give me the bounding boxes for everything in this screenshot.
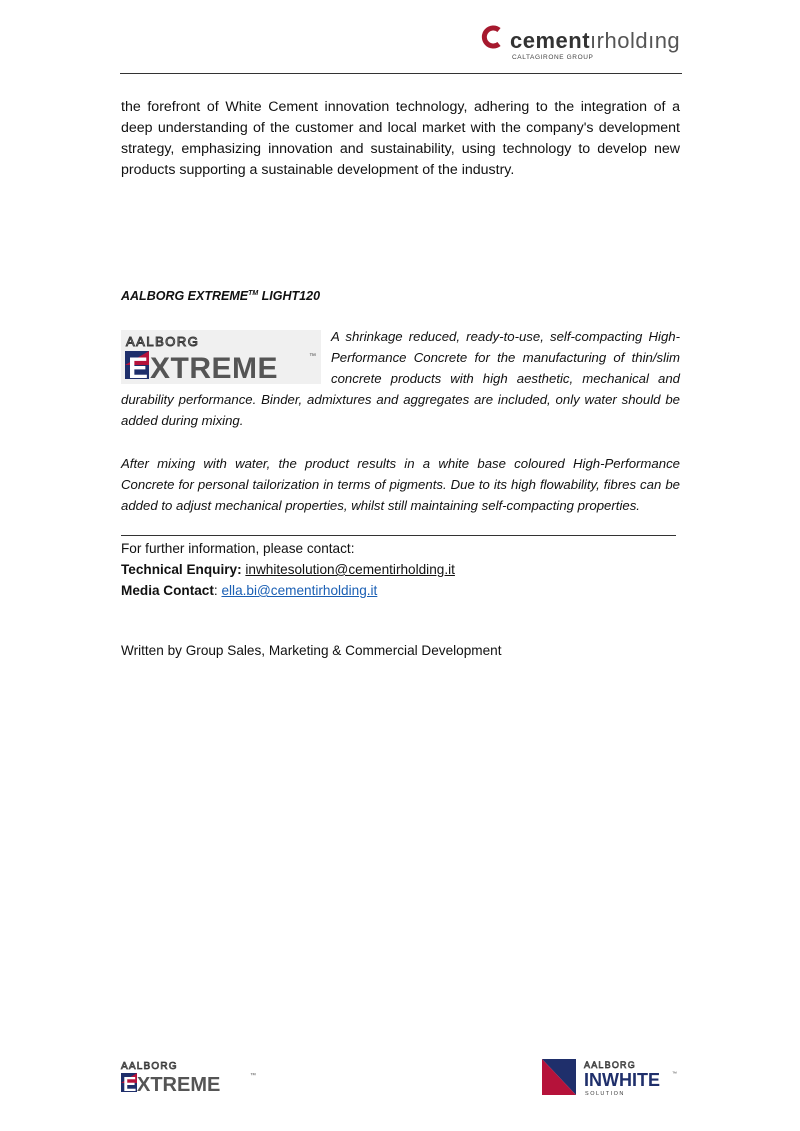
svg-text:™: ™ — [672, 1071, 677, 1077]
cementir-c-mark-icon — [480, 24, 506, 50]
svg-text:INWHITE: INWHITE — [584, 1070, 660, 1090]
svg-text:AALBORG: AALBORG — [121, 1061, 178, 1072]
svg-text:S O L U T I O N: S O L U T I O N — [585, 1091, 624, 1097]
technical-enquiry-label: Technical Enquiry: — [121, 562, 242, 577]
intro-paragraph: the forefront of White Cement innovation technology, adhering to the integration of a deep understanding of the customer and local market with the company's development strategy, emphasizing innovation and sustainability, using technology to develop new products supporting a sustainable development of the industry. — [121, 99, 680, 178]
product-description-1: A shrinkage reduced, ready-to-use, self-compacting High-Performance Concrete for the manufacturing of thin/slim concrete products with high aesthetic, mechanical and durability performance. Binder, admixtures and aggregates are included, only water should be added during mixing. — [121, 329, 680, 428]
cementir-subtitle: CALTAGIRONE GROUP — [512, 54, 594, 61]
written-by: Written by Group Sales, Marketing & Commercial Development — [121, 643, 502, 658]
svg-text:XTREME: XTREME — [150, 352, 279, 384]
technical-email-link[interactable]: inwhitesolution@cementirholding.it — [245, 562, 455, 577]
cementir-wordmark: cementırholdıng — [510, 28, 681, 53]
media-email-link[interactable]: ella.bi@cementirholding.it — [221, 583, 378, 598]
svg-text:AALBORG: AALBORG — [126, 334, 200, 349]
cementir-holding-logo — [480, 22, 685, 64]
footer-aalborg-inwhite-logo — [540, 1057, 680, 1097]
svg-text:™: ™ — [250, 1073, 256, 1079]
svg-text:AALBORG: AALBORG — [584, 1060, 636, 1070]
media-contact-row: Media Contact: ella.bi@cementirholding.it — [121, 583, 378, 598]
contact-divider — [121, 535, 676, 536]
contact-intro: For further information, please contact: — [121, 541, 355, 556]
product-description-2: After mixing with water, the product results in a white base coloured High-Performance Concrete for personal tailorization in terms of pigments. Due to its high flowability, fibres can be added to adjust mechanical properties, whilst still maintaining self-compacting properties. — [121, 456, 680, 513]
product-heading: AALBORG EXTREME™ LIGHT120 — [121, 289, 321, 303]
svg-text:™: ™ — [309, 353, 316, 360]
media-contact-label: Media Contact — [121, 583, 214, 598]
svg-text:E: E — [128, 352, 149, 384]
svg-text:E: E — [123, 1074, 137, 1094]
header-divider — [120, 73, 682, 74]
contact-block — [121, 538, 681, 601]
svg-text:XTREME: XTREME — [137, 1074, 221, 1094]
footer-aalborg-extreme-logo — [120, 1058, 260, 1094]
aalborg-extreme-logo — [121, 330, 321, 384]
technical-enquiry-row — [121, 559, 681, 580]
